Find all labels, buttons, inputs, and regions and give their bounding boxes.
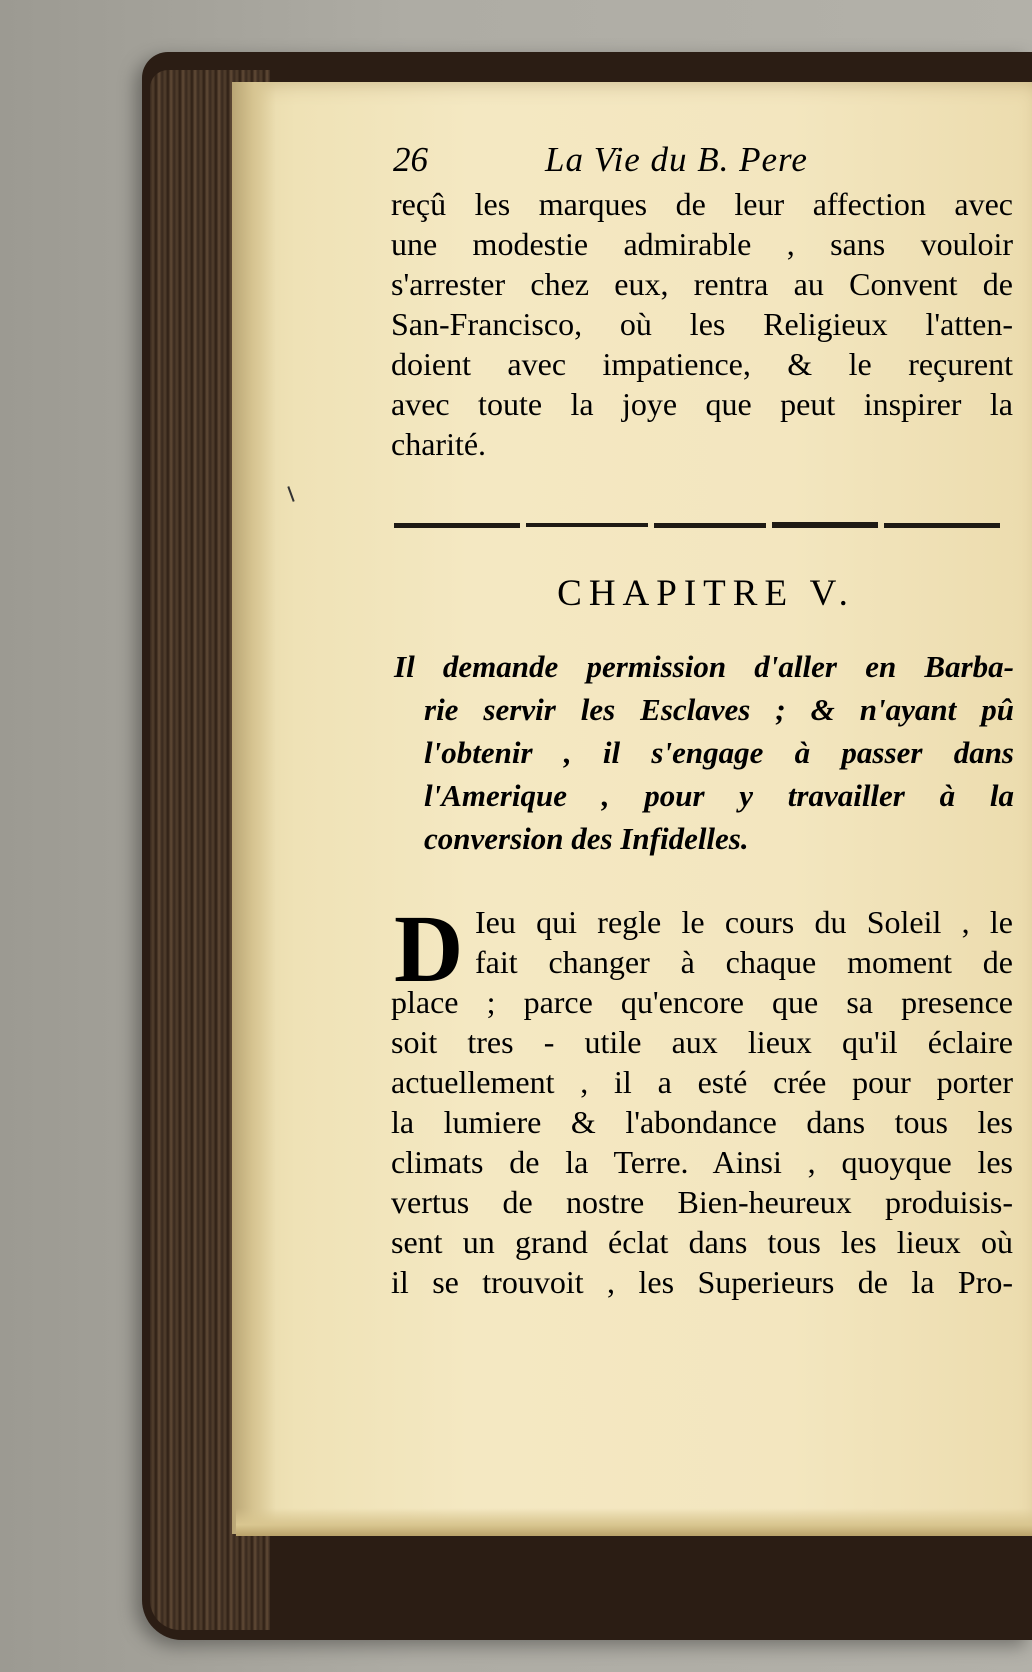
summary-line: l'Amerique , pour y travailler à la xyxy=(424,778,1014,813)
summary-line: Il demande permission d'aller en Barba- xyxy=(394,649,1014,684)
text-line: charité. xyxy=(391,426,487,462)
page-bottom-edge xyxy=(236,1508,1032,1536)
body-paragraph xyxy=(391,895,1013,1302)
text-line: sent un grand éclat dans tous les lieux où xyxy=(391,1224,1013,1260)
page-number: 26 xyxy=(393,140,428,179)
text-line: Ieu qui regle le cours du Soleil , le xyxy=(475,904,1013,940)
summary-line: l'obtenir , il s'engage à passer dans xyxy=(424,735,1014,770)
text-line: San-Francisco, où les Religieux l'atten- xyxy=(391,306,1013,342)
summary-line: rie servir les Esclaves ; & n'ayant pû xyxy=(424,692,1014,727)
text-line: actuellement , il a esté crée pour porter xyxy=(391,1064,1013,1100)
drop-cap: D xyxy=(394,895,464,1002)
text-line: avec toute la joye que peut inspirer la xyxy=(391,386,1013,422)
intro-paragraph xyxy=(391,184,1013,464)
page-gutter xyxy=(232,82,276,1534)
text-line: reçû les marques de leur affection avec xyxy=(391,186,1013,222)
summary-line: conversion des Infidelles. xyxy=(424,821,749,856)
text-line: fait changer à chaque moment de xyxy=(475,944,1013,980)
chapter-title: CHAPITRE V. xyxy=(557,573,855,614)
text-line: climats de la Terre. Ainsi , quoyque les xyxy=(391,1144,1013,1180)
text-line: place ; parce qu'encore que sa presence xyxy=(391,984,1013,1020)
text-line: soit tres - utile aux lieux qu'il éclaire xyxy=(391,1024,1013,1060)
ornamental-rule xyxy=(394,520,1000,530)
text-line: vertus de nostre Bien-heureux produisis- xyxy=(391,1184,1013,1220)
running-header xyxy=(393,140,863,184)
text-line: une modestie admirable , sans vouloir xyxy=(391,226,1013,262)
text-line: il se trouvoit , les Superieurs de la Pro- xyxy=(391,1264,1013,1300)
chapter-summary xyxy=(394,645,1014,860)
text-line: la lumiere & l'abondance dans tous les xyxy=(391,1104,1013,1140)
text-line: s'arrester chez eux, rentra au Convent de xyxy=(391,266,1013,302)
running-title: La Vie du B. Pere xyxy=(545,140,808,179)
text-line: doient avec impatience, & le reçurent xyxy=(391,346,1013,382)
